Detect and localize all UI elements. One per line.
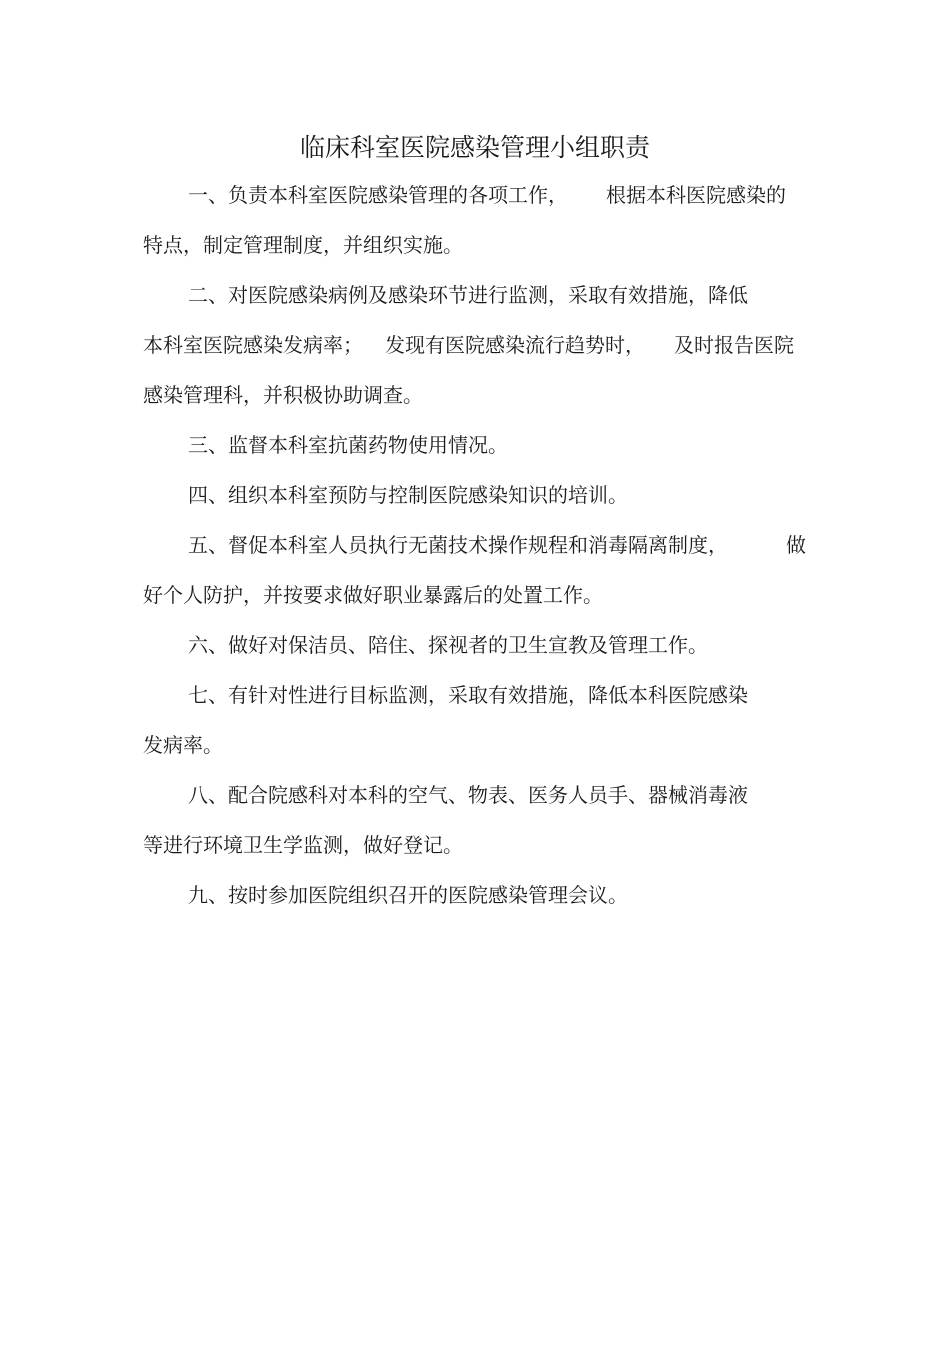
item-5-line-1-text-a: 五、督促本科室人员执行无菌技术操作规程和消毒隔离制度， bbox=[188, 533, 728, 557]
item-2-line-2-text-c: 及时报告医院 bbox=[674, 333, 794, 357]
item-5-line-1-text-b: 做 bbox=[786, 533, 806, 557]
item-9-line-1: 九、按时参加医院组织召开的医院感染管理会议。 bbox=[188, 883, 628, 907]
document-title: 临床科室医院感染管理小组职责 bbox=[299, 133, 650, 162]
item-1-line-2: 特点，制定管理制度，并组织实施。 bbox=[143, 233, 463, 257]
item-5-line-2: 好个人防护，并按要求做好职业暴露后的处置工作。 bbox=[143, 583, 603, 607]
item-4-line-1: 四、组织本科室预防与控制医院感染知识的培训。 bbox=[188, 483, 628, 507]
item-2-line-2-text-b: 发现有医院感染流行趋势时， bbox=[385, 333, 645, 357]
item-8-line-2: 等进行环境卫生学监测，做好登记。 bbox=[143, 833, 463, 857]
item-1-line-1-text-a: 一、负责本科室医院感染管理的各项工作， bbox=[188, 183, 568, 207]
item-2-line-1: 二、对医院感染病例及感染环节进行监测，采取有效措施，降低 bbox=[188, 283, 748, 307]
item-7-line-1: 七、有针对性进行目标监测，采取有效措施，降低本科医院感染 bbox=[188, 683, 748, 707]
item-6-line-1: 六、做好对保洁员、陪住、探视者的卫生宣教及管理工作。 bbox=[188, 633, 708, 657]
item-2-line-3: 感染管理科，并积极协助调查。 bbox=[143, 383, 423, 407]
item-1-line-1-text-b: 根据本科医院感染的 bbox=[606, 183, 786, 207]
item-2-line-2-text-a: 本科室医院感染发病率； bbox=[143, 333, 363, 357]
item-7-line-2: 发病率。 bbox=[143, 733, 223, 757]
item-8-line-1: 八、配合院感科对本科的空气、物表、医务人员手、器械消毒液 bbox=[188, 783, 748, 807]
item-3-line-1: 三、监督本科室抗菌药物使用情况。 bbox=[188, 433, 508, 457]
